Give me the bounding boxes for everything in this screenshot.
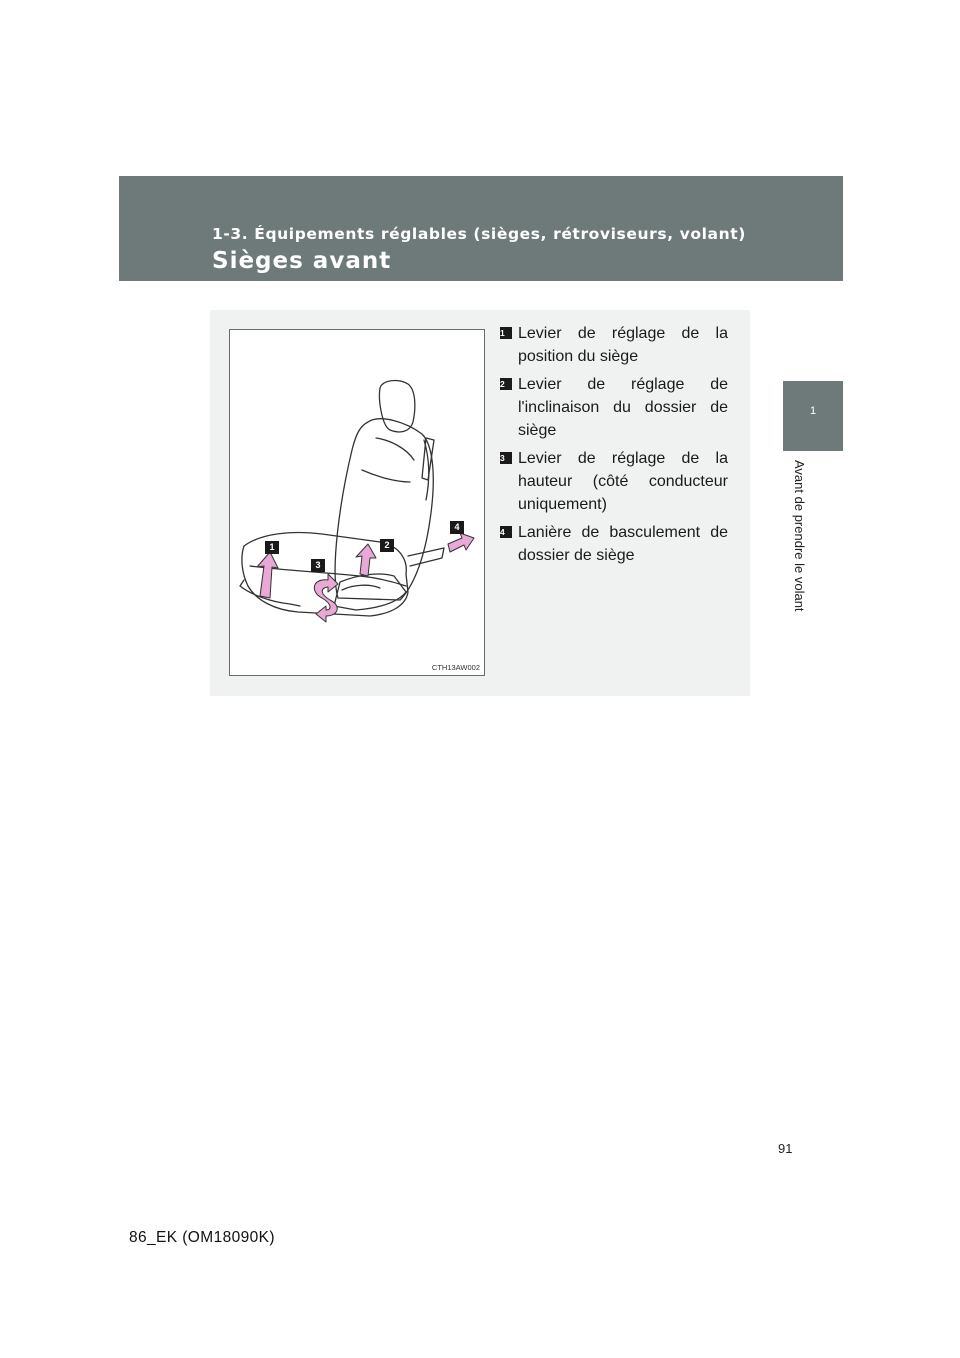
- item-number: 3: [500, 452, 512, 464]
- seatback-outline: [335, 419, 433, 600]
- footer-code: 86_EK (OM18090K): [129, 1229, 275, 1246]
- section-heading: 1-3. Équipements réglables (sièges, rétroviseurs, volant): [212, 225, 746, 243]
- seat-illustration: [229, 329, 485, 676]
- page-number: 91: [778, 1141, 793, 1156]
- list-item: [500, 447, 728, 516]
- callout-1: 1: [265, 541, 279, 554]
- chapter-header: [119, 176, 843, 281]
- headrest-outline: [379, 381, 414, 432]
- figure-code: CTH13AW002: [431, 663, 480, 672]
- chapter-side-label: [783, 460, 807, 630]
- side-cover: [334, 574, 406, 610]
- item-number: 1: [500, 327, 512, 339]
- content-panel: [210, 310, 750, 696]
- item-text: Lanière de basculement de dossier de siège: [518, 524, 728, 564]
- arrow-2: [356, 544, 376, 576]
- arrow-3: [314, 574, 338, 622]
- height-lever: [342, 585, 380, 590]
- item-text: Levier de réglage de la position du siège: [518, 325, 728, 365]
- parts-list: [500, 322, 728, 572]
- chapter-tab[interactable]: 1: [783, 381, 843, 451]
- seat-drawing: [230, 330, 486, 677]
- callout-2: 2: [380, 539, 394, 552]
- page-title: Sièges avant: [212, 248, 392, 274]
- side-strap: [408, 548, 444, 566]
- callout-4: 4: [450, 521, 464, 534]
- item-number: 4: [500, 526, 512, 538]
- arrow-4: [448, 533, 474, 552]
- arrow-1: [257, 552, 278, 598]
- seatback-seam: [362, 470, 410, 482]
- list-item: [500, 322, 728, 368]
- chapter-label-text: Avant de prendre le volant: [792, 460, 807, 612]
- callout-3: 3: [311, 559, 325, 572]
- item-text: Levier de réglage de l'inclinaison du dossier de siège: [518, 376, 728, 439]
- item-text: Levier de réglage de la hauteur (côté conducteur uniquement): [518, 450, 728, 513]
- seatback-inner-line: [376, 438, 414, 460]
- list-item: [500, 521, 728, 567]
- list-item: [500, 373, 728, 442]
- item-number: 2: [500, 378, 512, 390]
